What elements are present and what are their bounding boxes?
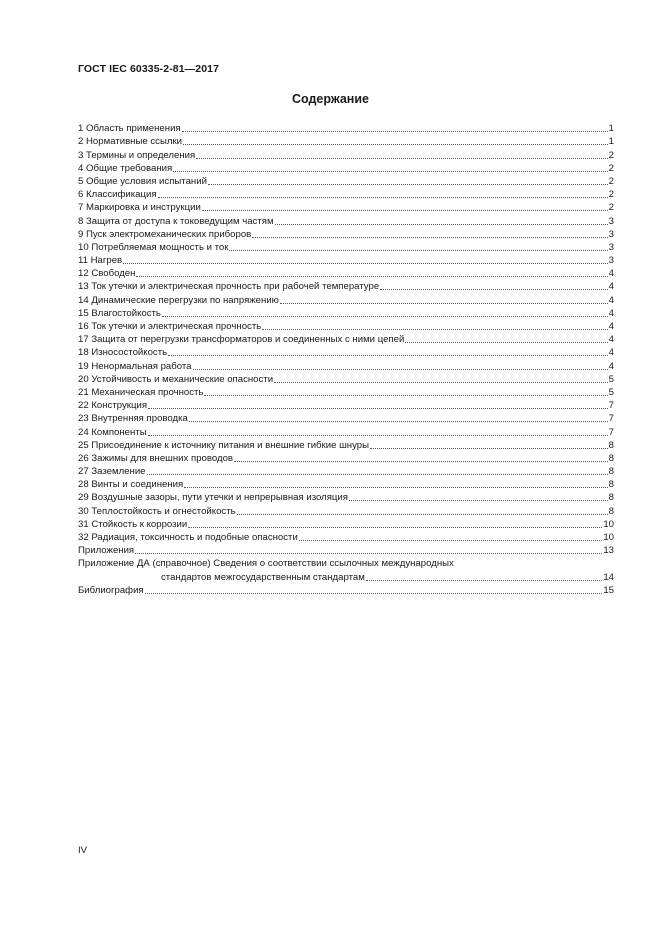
toc-leader-dots: [405, 342, 607, 343]
toc-leader-dots: [193, 369, 608, 370]
toc-leader-dots: [189, 421, 608, 422]
toc-leader-dots: [275, 224, 608, 225]
toc-entry-label: 8 Защита от доступа к токоведущим частям: [78, 215, 274, 227]
toc-entry[interactable]: [78, 266, 614, 279]
toc-leader-dots: [204, 395, 607, 396]
toc-entry-label: 10 Потребляемая мощность и ток: [78, 241, 229, 253]
toc-entry-page: 10: [603, 532, 614, 543]
toc-leader-dots: [262, 329, 607, 330]
toc-entry[interactable]: [78, 306, 614, 319]
toc-leader-dots: [188, 527, 602, 528]
toc-entry-label: 24 Компоненты: [78, 426, 147, 438]
toc-entry[interactable]: [78, 174, 614, 187]
toc-entry-label: 23 Внутренняя проводка: [78, 413, 188, 425]
toc-leader-dots: [148, 408, 608, 409]
toc-entry-page: 7: [608, 400, 614, 412]
toc-entry-page: 10: [603, 518, 614, 530]
toc-entry[interactable]: [78, 464, 614, 477]
toc-entry-page: 8: [608, 466, 614, 478]
toc-entry-page: 14: [603, 571, 614, 583]
toc-entry-label: 28 Винты и соединения: [78, 479, 184, 491]
toc-leader-dots: [183, 144, 608, 145]
toc-leader-dots: [299, 540, 603, 541]
toc-entry-page: 4: [608, 307, 614, 319]
toc-entry-page: 8: [608, 452, 614, 464]
toc-entry[interactable]: [78, 385, 614, 398]
toc-leader-dots: [349, 500, 608, 501]
toc-entry-label: 30 Теплостойкость и огнестойкость: [78, 505, 236, 517]
toc-entry-label: 20 Устойчивость и механические опасности: [78, 373, 274, 385]
toc-entry[interactable]: [78, 503, 614, 516]
toc-entry-label: 11 Нагрев: [78, 255, 123, 267]
toc-entry[interactable]: [78, 279, 614, 292]
toc-entry-label: 29 Воздушные зазоры, пути утечки и непрерывная изоляция: [78, 492, 348, 504]
toc-entry-bibliography[interactable]: [78, 583, 614, 596]
page-number: IV: [78, 845, 88, 856]
toc-entry[interactable]: [78, 424, 614, 437]
toc-entry-page: 3: [608, 215, 614, 227]
toc-leader-dots: [158, 197, 608, 198]
toc-entry-label: 3 Термины и определения: [78, 149, 196, 161]
toc-leader-dots: [280, 303, 608, 304]
toc-entry-page: 5: [608, 373, 614, 385]
toc-entry-page: 2: [608, 189, 614, 201]
toc-entry-page: 3: [608, 255, 614, 267]
toc-entry[interactable]: [78, 213, 614, 226]
toc-leader-dots: [274, 382, 608, 383]
toc-entry[interactable]: [78, 134, 614, 147]
toc-leader-dots: [208, 184, 608, 185]
toc-entry[interactable]: [78, 451, 614, 464]
toc-entry[interactable]: [78, 372, 614, 385]
toc-entry-page: 13: [603, 545, 614, 557]
toc-leader-dots: [136, 276, 607, 277]
toc-entry-label: 32 Радиация, токсичность и подобные опасности: [78, 532, 298, 543]
toc-leader-dots: [168, 355, 608, 356]
toc-entry-appendix-da[interactable]: [78, 556, 614, 569]
toc-leader-dots: [184, 487, 607, 488]
toc-leader-dots: [173, 171, 607, 172]
toc-entry-appendix-da-continued[interactable]: [78, 569, 614, 582]
document-header: ГОСТ IEC 60335-2-81—2017: [78, 63, 220, 75]
toc-entry-page: 2: [608, 162, 614, 174]
toc-entry-label: 26 Зажимы для внешних проводов: [78, 452, 234, 464]
toc-entry-label: 5 Общие условия испытаний: [78, 175, 207, 187]
toc-entry-page: 2: [608, 149, 614, 161]
toc-leader-dots: [123, 263, 608, 264]
toc-entry-label: Приложения: [78, 545, 135, 557]
toc-entry-page: 4: [608, 334, 614, 346]
toc-entry-page: 4: [608, 347, 614, 359]
toc-leader-dots: [145, 593, 603, 594]
toc-entry-label: 13 Ток утечки и электрическая прочность при рабочей температуре: [78, 281, 380, 293]
toc-leader-dots: [148, 435, 608, 436]
toc-entry-label: Библиография: [78, 584, 144, 596]
toc-leader-dots: [147, 474, 608, 475]
toc-entry[interactable]: [78, 411, 614, 424]
toc-entry-label: 27 Заземление: [78, 466, 146, 478]
toc-entry-label: 25 Присоединение к источнику питания и внешние гибкие шнуры: [78, 439, 370, 451]
toc-entry-label: 9 Пуск электромеханических приборов: [78, 228, 252, 240]
toc-entry-label: 16 Ток утечки и электрическая прочность: [78, 321, 262, 332]
toc-leader-dots: [229, 250, 607, 251]
toc-entry-label: 31 Стойкость к коррозии: [78, 518, 188, 530]
toc-entry[interactable]: [78, 161, 614, 174]
toc-entry-page: 7: [608, 426, 614, 438]
toc-entry-page: 4: [608, 268, 614, 280]
toc-entry-page: 2: [608, 202, 614, 214]
toc-entry[interactable]: [78, 147, 614, 160]
toc-entry-label: 21 Механическая прочность: [78, 386, 204, 398]
toc-entry-page: 4: [608, 360, 614, 372]
toc-leader-dots: [162, 316, 608, 317]
toc-entry-page: 4: [608, 321, 614, 332]
toc-leader-dots: [182, 131, 608, 132]
toc-leader-dots: [252, 237, 607, 238]
toc-entry[interactable]: [78, 200, 614, 213]
toc-leader-dots: [237, 514, 608, 515]
toc-entry[interactable]: [78, 121, 614, 134]
toc-entry[interactable]: [78, 240, 614, 253]
toc-entry-page: 8: [608, 505, 614, 517]
toc-entry[interactable]: [78, 292, 614, 305]
toc-entry[interactable]: [78, 398, 614, 411]
toc-entry[interactable]: [78, 345, 614, 358]
toc-entry-label: 1 Область применения: [78, 123, 181, 135]
toc-entry-page: 15: [603, 584, 614, 596]
toc-entry-page: 5: [608, 386, 614, 398]
toc-entry-page: 3: [608, 241, 614, 253]
toc-entry[interactable]: [78, 530, 614, 543]
toc-entry-page: 8: [608, 492, 614, 504]
toc-leader-dots: [370, 448, 608, 449]
toc-entry-page: 8: [608, 479, 614, 491]
toc-entry-page: 1: [608, 123, 614, 135]
toc-entry-label: 18 Износостойкость: [78, 347, 168, 359]
toc-leader-dots: [196, 158, 607, 159]
toc-entry-label: стандартов межгосударственным стандартам: [161, 571, 365, 583]
toc-entry-page: 7: [608, 413, 614, 425]
toc-entry-label: 22 Конструкция: [78, 400, 148, 412]
toc-entry-label: 12 Свободен: [78, 268, 136, 280]
toc-entry[interactable]: [78, 543, 614, 556]
toc-entry[interactable]: [78, 358, 614, 371]
toc-entry-label: 15 Влагостойкость: [78, 307, 161, 319]
toc-entry-label: 2 Нормативные ссылки: [78, 136, 183, 148]
toc-leader-dots: [380, 289, 608, 290]
toc-entry-label: 7 Маркировка и инструкции: [78, 202, 201, 214]
toc-entry[interactable]: [78, 477, 614, 490]
toc-entry[interactable]: [78, 187, 614, 200]
toc-entry-label: Приложение ДА (справочное) Сведения о соответствии ссылочных международных: [78, 558, 454, 570]
toc-entry-page: 1: [608, 136, 614, 148]
table-of-contents: [78, 121, 614, 596]
toc-entry-label: 6 Классификация: [78, 189, 157, 201]
toc-entry[interactable]: [78, 319, 614, 332]
toc-entry[interactable]: [78, 332, 614, 345]
toc-entry-page: 2: [608, 175, 614, 187]
toc-entry-label: 19 Ненормальная работа: [78, 360, 192, 372]
toc-entry[interactable]: [78, 517, 614, 530]
toc-entry[interactable]: [78, 227, 614, 240]
toc-entry-page: 4: [608, 294, 614, 306]
page-title: Содержание: [291, 92, 369, 106]
toc-leader-dots: [135, 553, 602, 554]
toc-entry[interactable]: [78, 490, 614, 503]
toc-leader-dots: [366, 580, 602, 581]
toc-leader-dots: [202, 210, 608, 211]
toc-entry[interactable]: [78, 438, 614, 451]
toc-entry-label: 14 Динамические перегрузки по напряжению: [78, 294, 279, 306]
toc-entry[interactable]: [78, 253, 614, 266]
toc-entry-page: 4: [608, 281, 614, 293]
toc-entry-label: 4 Общие требования: [78, 162, 173, 174]
toc-entry-page: 3: [608, 228, 614, 240]
toc-leader-dots: [234, 461, 608, 462]
toc-entry-page: 8: [608, 439, 614, 451]
toc-entry-label: 17 Защита от перегрузки трансформаторов и соединенных с ними цепей: [78, 334, 405, 346]
